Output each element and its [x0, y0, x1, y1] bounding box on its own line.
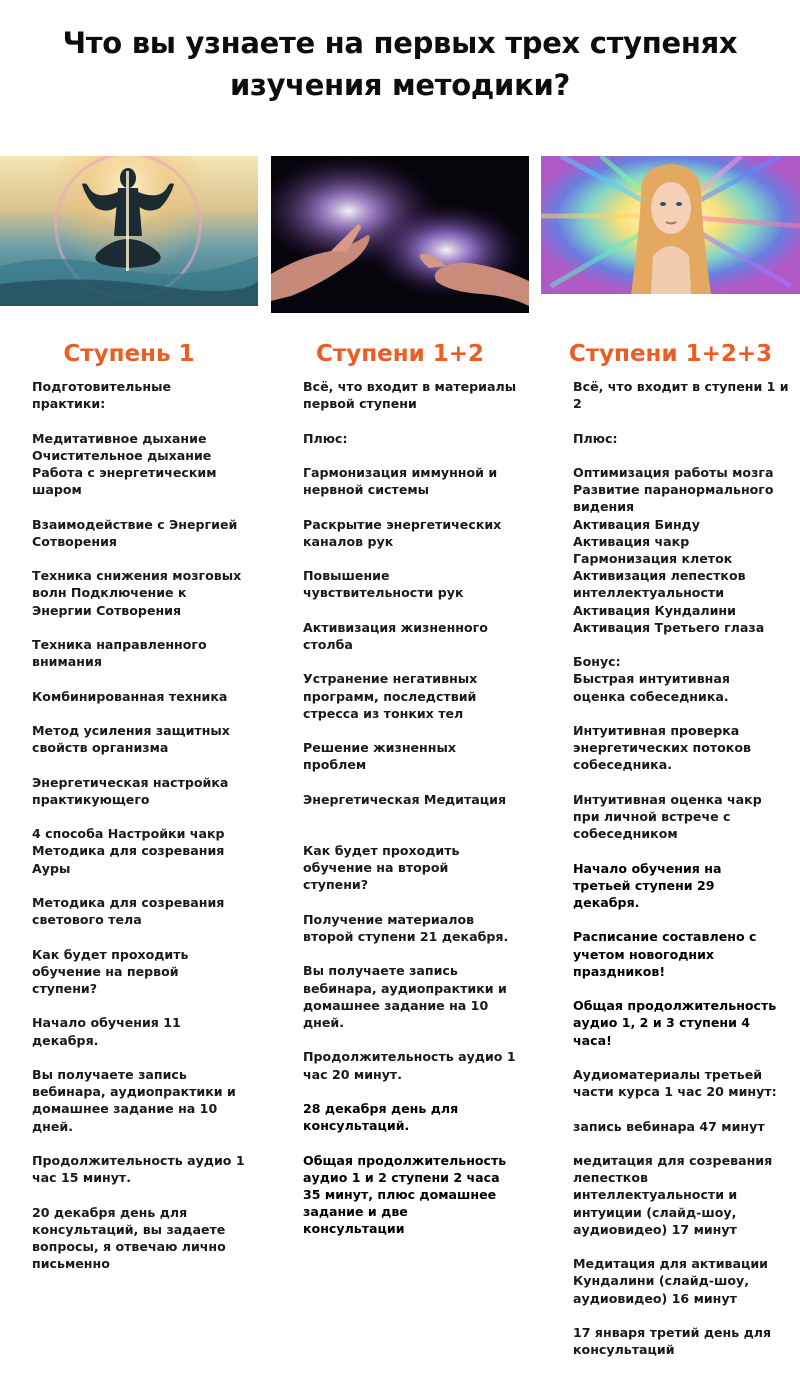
glowing-hands-image — [271, 156, 529, 313]
column-2-paragraph: Решение жизненных проблем — [303, 740, 456, 773]
column-2-paragraph: 28 декабря день для консультаций. — [303, 1100, 459, 1134]
column-1-paragraph: Техника снижения мозговых волн Подключение к Энергии Сотворения — [32, 568, 242, 618]
column-1-paragraph: Техника направленного внимания — [32, 636, 207, 670]
column-2-paragraph: Раскрытие энергетических каналов рук — [303, 516, 502, 549]
column-2-paragraph: Всё, что входит в материалы первой ступени — [303, 379, 517, 412]
column-3-paragraph: Плюс: — [573, 430, 618, 446]
column-2-paragraph: Гармонизация иммунной и нервной системы — [303, 464, 498, 498]
column-1-text — [32, 378, 254, 1290]
column-2-paragraph: Общая продолжительность аудио 1 и 2 ступени 2 часа 35 минут, плюс домашнее задание и две консультации — [303, 1152, 507, 1237]
column-3-paragraph: Оптимизация работы мозга Развитие паранормального видения Активация Бинду Активация чакр Гармонизация клеток Активизация лепестков интеллектуальности Активация Кундалини Активация Третьего глаза — [573, 464, 774, 635]
column-3-paragraph: 17 января третий день для консультаций — [573, 1324, 772, 1358]
column-2-paragraph: Получение материалов второй ступени 21 декабря. — [303, 911, 509, 944]
column-1-paragraph: Вы получаете запись вебинара, аудиопрактики и домашнее задание на 10 дней. — [32, 1066, 236, 1134]
column-3-paragraph: Всё, что входит в ступени 1 и 2 — [573, 379, 789, 412]
column-3-paragraph: Бонус: Быстрая интуитивная оценка собеседника. — [573, 654, 730, 704]
column-2-heading: Ступени 1+2 — [316, 341, 484, 367]
page-title-line-1: Что вы узнаете на первых трех ступенях — [62, 26, 738, 60]
column-1-paragraph: 20 декабря день для консультаций, вы задаете вопросы, я отвечаю лично письменно — [32, 1204, 226, 1272]
column-2-paragraph: Устранение негативных программ, последствий стресса из тонких тел — [303, 671, 478, 721]
column-2-paragraph: Энергетическая Медитация — [303, 791, 507, 807]
column-3-paragraph: медитация для созревания лепестков интеллектуальности и интуиции (слайд-шоу, аудиовидео) 17 минут — [573, 1152, 773, 1237]
column-3-paragraph: запись вебинара 47 минут — [573, 1118, 765, 1134]
column-2-text — [303, 378, 525, 1255]
column-3-paragraph: Расписание составлено с учетом новогодних праздников! — [573, 929, 757, 979]
column-1-paragraph: Комбинированная техника — [32, 688, 228, 704]
column-3-paragraph: Аудиоматериалы третьей части курса 1 час 20 минут: — [573, 1066, 777, 1100]
column-1-paragraph: Начало обучения 11 декабря. — [32, 1015, 181, 1048]
column-1-paragraph: 4 способа Настройки чакр Методика для созревания Ауры — [32, 826, 225, 876]
column-1-paragraph: Медитативное дыхание Очистительное дыхание Работа с энергетическим шаром — [32, 430, 217, 498]
column-1-paragraph: Подготовительные практики: — [32, 379, 171, 412]
column-1-paragraph: Методика для созревания светового тела — [32, 894, 225, 928]
column-3-paragraph: Общая продолжительность аудио 1, 2 и 3 ступени 4 часа! — [573, 998, 777, 1048]
column-3-paragraph: Интуитивная проверка энергетических потоков собеседника. — [573, 723, 751, 773]
column-1-paragraph: Энергетическая настройка практикующего — [32, 774, 229, 807]
column-3-paragraph: Начало обучения на третьей ступени 29 декабря. — [573, 860, 722, 910]
column-3-paragraph: Интуитивная оценка чакр при личной встрече с собеседником — [573, 791, 762, 842]
column-2-paragraph: Вы получаете запись вебинара, аудиопрактики и домашнее задание на 10 дней. — [303, 963, 507, 1030]
column-2-paragraph: Продолжительность аудио 1 час 20 минут. — [303, 1049, 516, 1082]
column-2-paragraph: Как будет проходить обучение на второй ступени? — [303, 842, 460, 893]
column-1-paragraph: Продолжительность аудио 1 час 15 минут. — [32, 1152, 245, 1186]
column-3-paragraph: Медитация для активации Кундалини (слайд-шоу, аудиовидео) 16 минут — [573, 1256, 768, 1306]
page-title — [0, 22, 800, 106]
page-title-line-2: изучения методики? — [230, 68, 570, 102]
meditation-silhouette-image — [0, 156, 258, 306]
column-2-paragraph: Повышение чувствительности рук — [303, 568, 464, 601]
column-1-paragraph: Взаимодействие с Энергией Сотворения — [32, 516, 238, 549]
column-3-text — [573, 378, 795, 1376]
column-2-paragraph: Активизация жизненного столба — [303, 619, 488, 652]
column-1-heading: Ступень 1 — [63, 341, 195, 367]
column-1-paragraph: Метод усиления защитных свойств организма — [32, 722, 230, 756]
aura-woman-image — [541, 156, 800, 294]
column-2-paragraph: Плюс: — [303, 430, 348, 446]
column-1-paragraph: Как будет проходить обучение на первой ступени? — [32, 946, 189, 996]
column-3-heading: Ступени 1+2+3 — [568, 341, 773, 367]
